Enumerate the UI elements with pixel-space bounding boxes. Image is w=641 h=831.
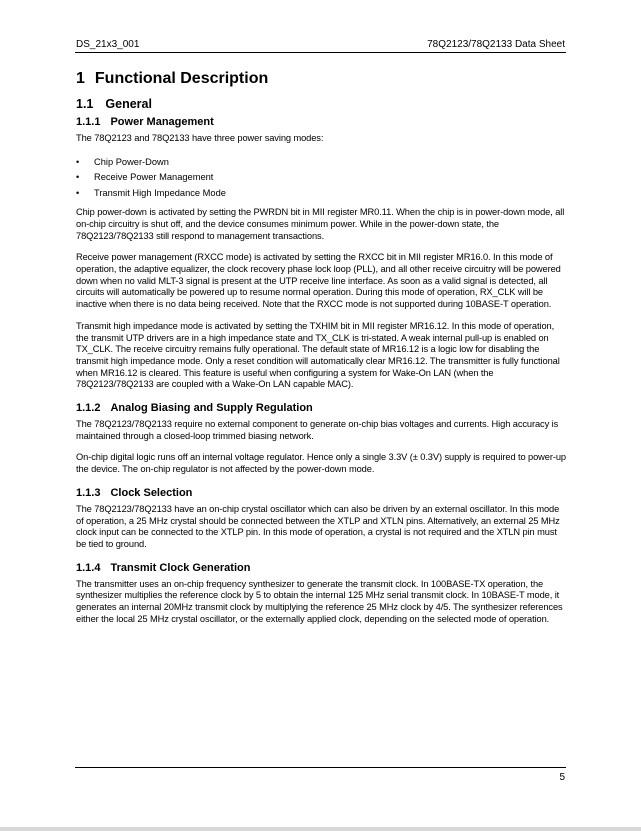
list-item-text: Chip Power-Down [94, 156, 169, 167]
section-title: Functional Description [94, 70, 269, 87]
transmit-clock-paragraph: The transmitter uses an on-chip frequency synthesizer to generate the transmit clock. In 100BASE-TX operation, the synthesizer multiplies the reference clock by 5 to obtain the internal 125 MHz serial transmit clock. In 10BASE-T mode, it generates an internal 20MHz transmit clock by multiplying the reference 25 MHz clock by 4/5. The synthesizer references either the local 25 MHz crystal oscillator, or the externally applied clock, depending on the selected mode of operation. [76, 578, 563, 624]
analog-biasing-paragraph-1: The 78Q2123/78Q2133 require no external component to generate on-chip bias voltages and currents. High accuracy is maintained through a closed-loop trimmed biasing network. [76, 419, 559, 441]
bullet-icon: • [76, 172, 80, 183]
heading-number: 1.1.3 [76, 486, 101, 499]
analog-biasing-paragraph-2: On-chip digital logic runs off an internal voltage regulator. Hence only a single 3.3V (± 0.3V) supply is required to power-up the device. The on-chip regulator is not affected by the power-down mode. [76, 452, 566, 475]
analog-biasing-heading [76, 401, 566, 416]
power-management-heading [76, 115, 566, 130]
power-modes-list [76, 155, 566, 202]
list-item [76, 170, 566, 186]
transmit-clock-heading [76, 561, 566, 576]
power-modes-intro: The 78Q2123 and 78Q2133 have three power saving modes: [76, 133, 324, 143]
list-item [76, 186, 566, 202]
page-number: 5 [559, 772, 565, 783]
transmit-high-impedance-paragraph: Transmit high impedance mode is activated by setting the TXHIM bit in MII register MR16.12. In this mode of operation, the transmit UTP drivers are in a high impedance state and TX_CLK is tri-stated. A weak internal pull-up is enabled on TX_CLK. The receive circuitry remains fully operational. The default state of MR16.12 is a logic low for disabling the transmit high impedance mode. Only a reset condition will automatically clear MR16.12. The transmitter is fully functional when MR16.12 is cleared. This feature is useful when configuring a system for Wake-On LAN (when the 78Q2123/78Q2133 are coupled with a Wake-On LAN capable MAC). [76, 320, 560, 390]
receive-power-paragraph: Receive power management (RXCC mode) is activated by setting the RXCC bit in MII register MR16.0. In this mode of operation, the adaptive equalizer, the clock recovery phase lock loop (PLL), and all other receive circuitry will be powered down when no valid MLT-3 signal is present at the UTP receive line interface. As soon as a valid signal is detected, all circuits will automatically be powered up to resume normal operation. During this mode of operation, RX_CLK will be inactive when there is no data being received. Note that the RXCC mode is not supported during 10BASE-T operation. [76, 252, 561, 310]
page-content [76, 68, 566, 635]
header-rule [75, 52, 566, 53]
heading-title: Analog Biasing and Supply Regulation [110, 402, 313, 415]
heading-title: Transmit Clock Generation [110, 561, 251, 574]
bullet-icon: • [76, 187, 80, 198]
clock-selection-heading [76, 486, 566, 501]
viewer-bottom-edge [0, 827, 641, 831]
subsection-heading [76, 96, 566, 112]
subsection-number: 1.1 [76, 97, 94, 111]
header-doc-id: DS_21x3_001 [76, 39, 140, 50]
list-item-text: Transmit High Impedance Mode [94, 187, 226, 198]
heading-title: Power Management [110, 116, 214, 128]
header-doc-title: 78Q2123/78Q2133 Data Sheet [427, 39, 565, 50]
section-number: 1 [76, 70, 85, 87]
bullet-icon: • [76, 156, 80, 167]
subsection-title: General [105, 97, 152, 111]
chip-power-down-paragraph: Chip power-down is activated by setting the PWRDN bit in MII register MR0.11. When the chip is in power-down mode, all on-chip circuitry is shut off, and the device consumes minimum power. While in the power-down state, the 78Q2123/78Q2133 still respond to management transactions. [76, 207, 565, 241]
heading-number: 1.1.4 [76, 561, 101, 574]
footer-rule [75, 767, 566, 768]
list-item-text: Receive Power Management [94, 172, 214, 183]
heading-number: 1.1.2 [76, 402, 101, 415]
section-heading [76, 68, 566, 90]
heading-number: 1.1.1 [76, 116, 101, 128]
clock-selection-paragraph: The 78Q2123/78Q2133 have an on-chip crystal oscillator which can also be driven by an external oscillator. In this mode of operation, a 25 MHz crystal should be connected between the XTLP and XTLN pins. Alternatively, an external 25 MHz clock input can be connected to the XTLP pin. In this mode of operation, a crystal is not required and the XTLN pin must be tied to ground. [76, 503, 560, 549]
heading-title: Clock Selection [110, 486, 193, 499]
list-item [76, 155, 566, 171]
